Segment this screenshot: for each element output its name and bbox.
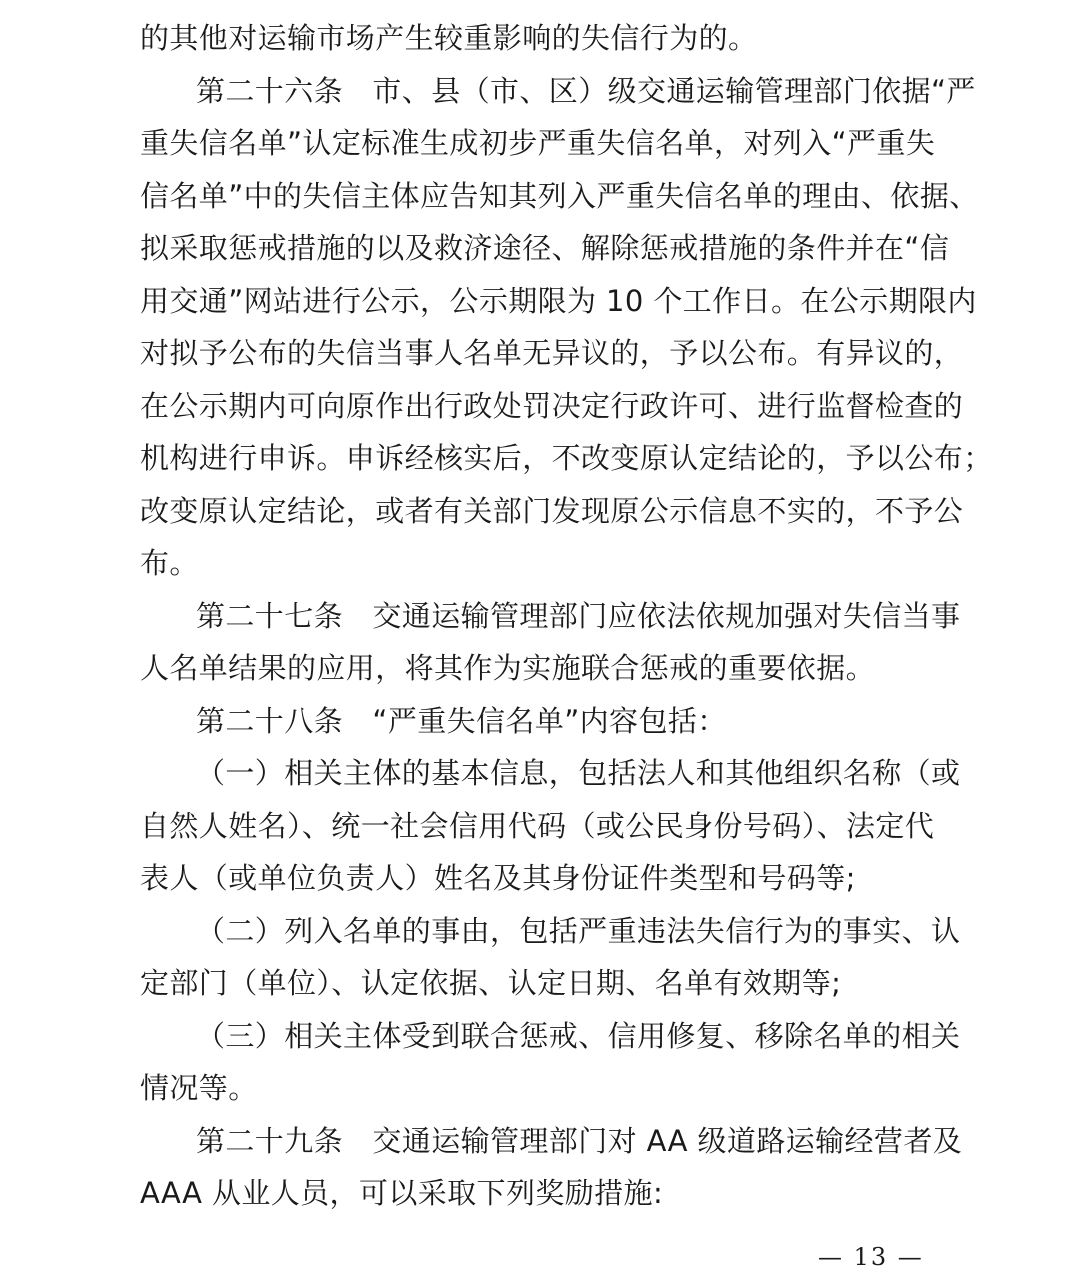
text-line: 拟采取惩戒措施的以及救济途径、解除惩戒措施的条件并在“信 xyxy=(140,231,950,265)
text-line: 用交通”网站进行公示，公示期限为 10 个工作日。在公示期限内 xyxy=(140,284,977,318)
article-26-heading-line: 第二十六条 市、县（市、区）级交通运输管理部门依据“严 xyxy=(196,74,976,108)
text-line: 定部门（单位）、认定依据、认定日期、名单有效期等; xyxy=(140,966,842,1000)
list-item-3-line: （三）相关主体受到联合惩戒、信用修复、移除名单的相关 xyxy=(196,1019,961,1053)
text-line: 的其他对运输市场产生较重影响的失信行为的。 xyxy=(140,21,758,55)
text-line: 自然人姓名）、统一社会信用代码（或公民身份号码）、法定代 xyxy=(140,809,935,843)
list-item-1-line: （一）相关主体的基本信息，包括法人和其他组织名称（或 xyxy=(196,756,961,790)
text-line: 改变原认定结论，或者有关部门发现原公示信息不实的，不予公 xyxy=(140,494,964,528)
text-line: 信名单”中的失信主体应告知其列入严重失信名单的理由、依据、 xyxy=(140,179,979,213)
article-28-heading-line: 第二十八条 “严重失信名单”内容包括： xyxy=(196,704,727,738)
text-line: 在公示期内可向原作出行政处罚决定行政许可、进行监督检查的 xyxy=(140,389,964,423)
text-line: 布。 xyxy=(140,546,199,580)
text-line: 人名单结果的应用，将其作为实施联合惩戒的重要依据。 xyxy=(140,651,876,685)
text-line: 表人（或单位负责人）姓名及其身份证件类型和号码等; xyxy=(140,861,856,895)
text-line: 情况等。 xyxy=(140,1071,258,1105)
article-27-heading-line: 第二十七条 交通运输管理部门应依法依规加强对失信当事 xyxy=(196,599,961,633)
text-line: 对拟予公布的失信当事人名单无异议的，予以公布。有异议的， xyxy=(140,336,964,370)
list-item-2-line: （二）列入名单的事由，包括严重违法失信行为的事实、认 xyxy=(196,914,961,948)
article-29-heading-line: 第二十九条 交通运输管理部门对 AA 级道路运输经营者及 xyxy=(196,1124,963,1158)
text-line: AAA 从业人员，可以采取下列奖励措施: xyxy=(140,1176,664,1210)
text-line: 机构进行申诉。申诉经核实后，不改变原认定结论的，予以公布； xyxy=(140,441,993,475)
page-number: — 13 — xyxy=(818,1243,924,1271)
text-line: 重失信名单”认定标准生成初步严重失信名单，对列入“严重失 xyxy=(140,126,936,160)
